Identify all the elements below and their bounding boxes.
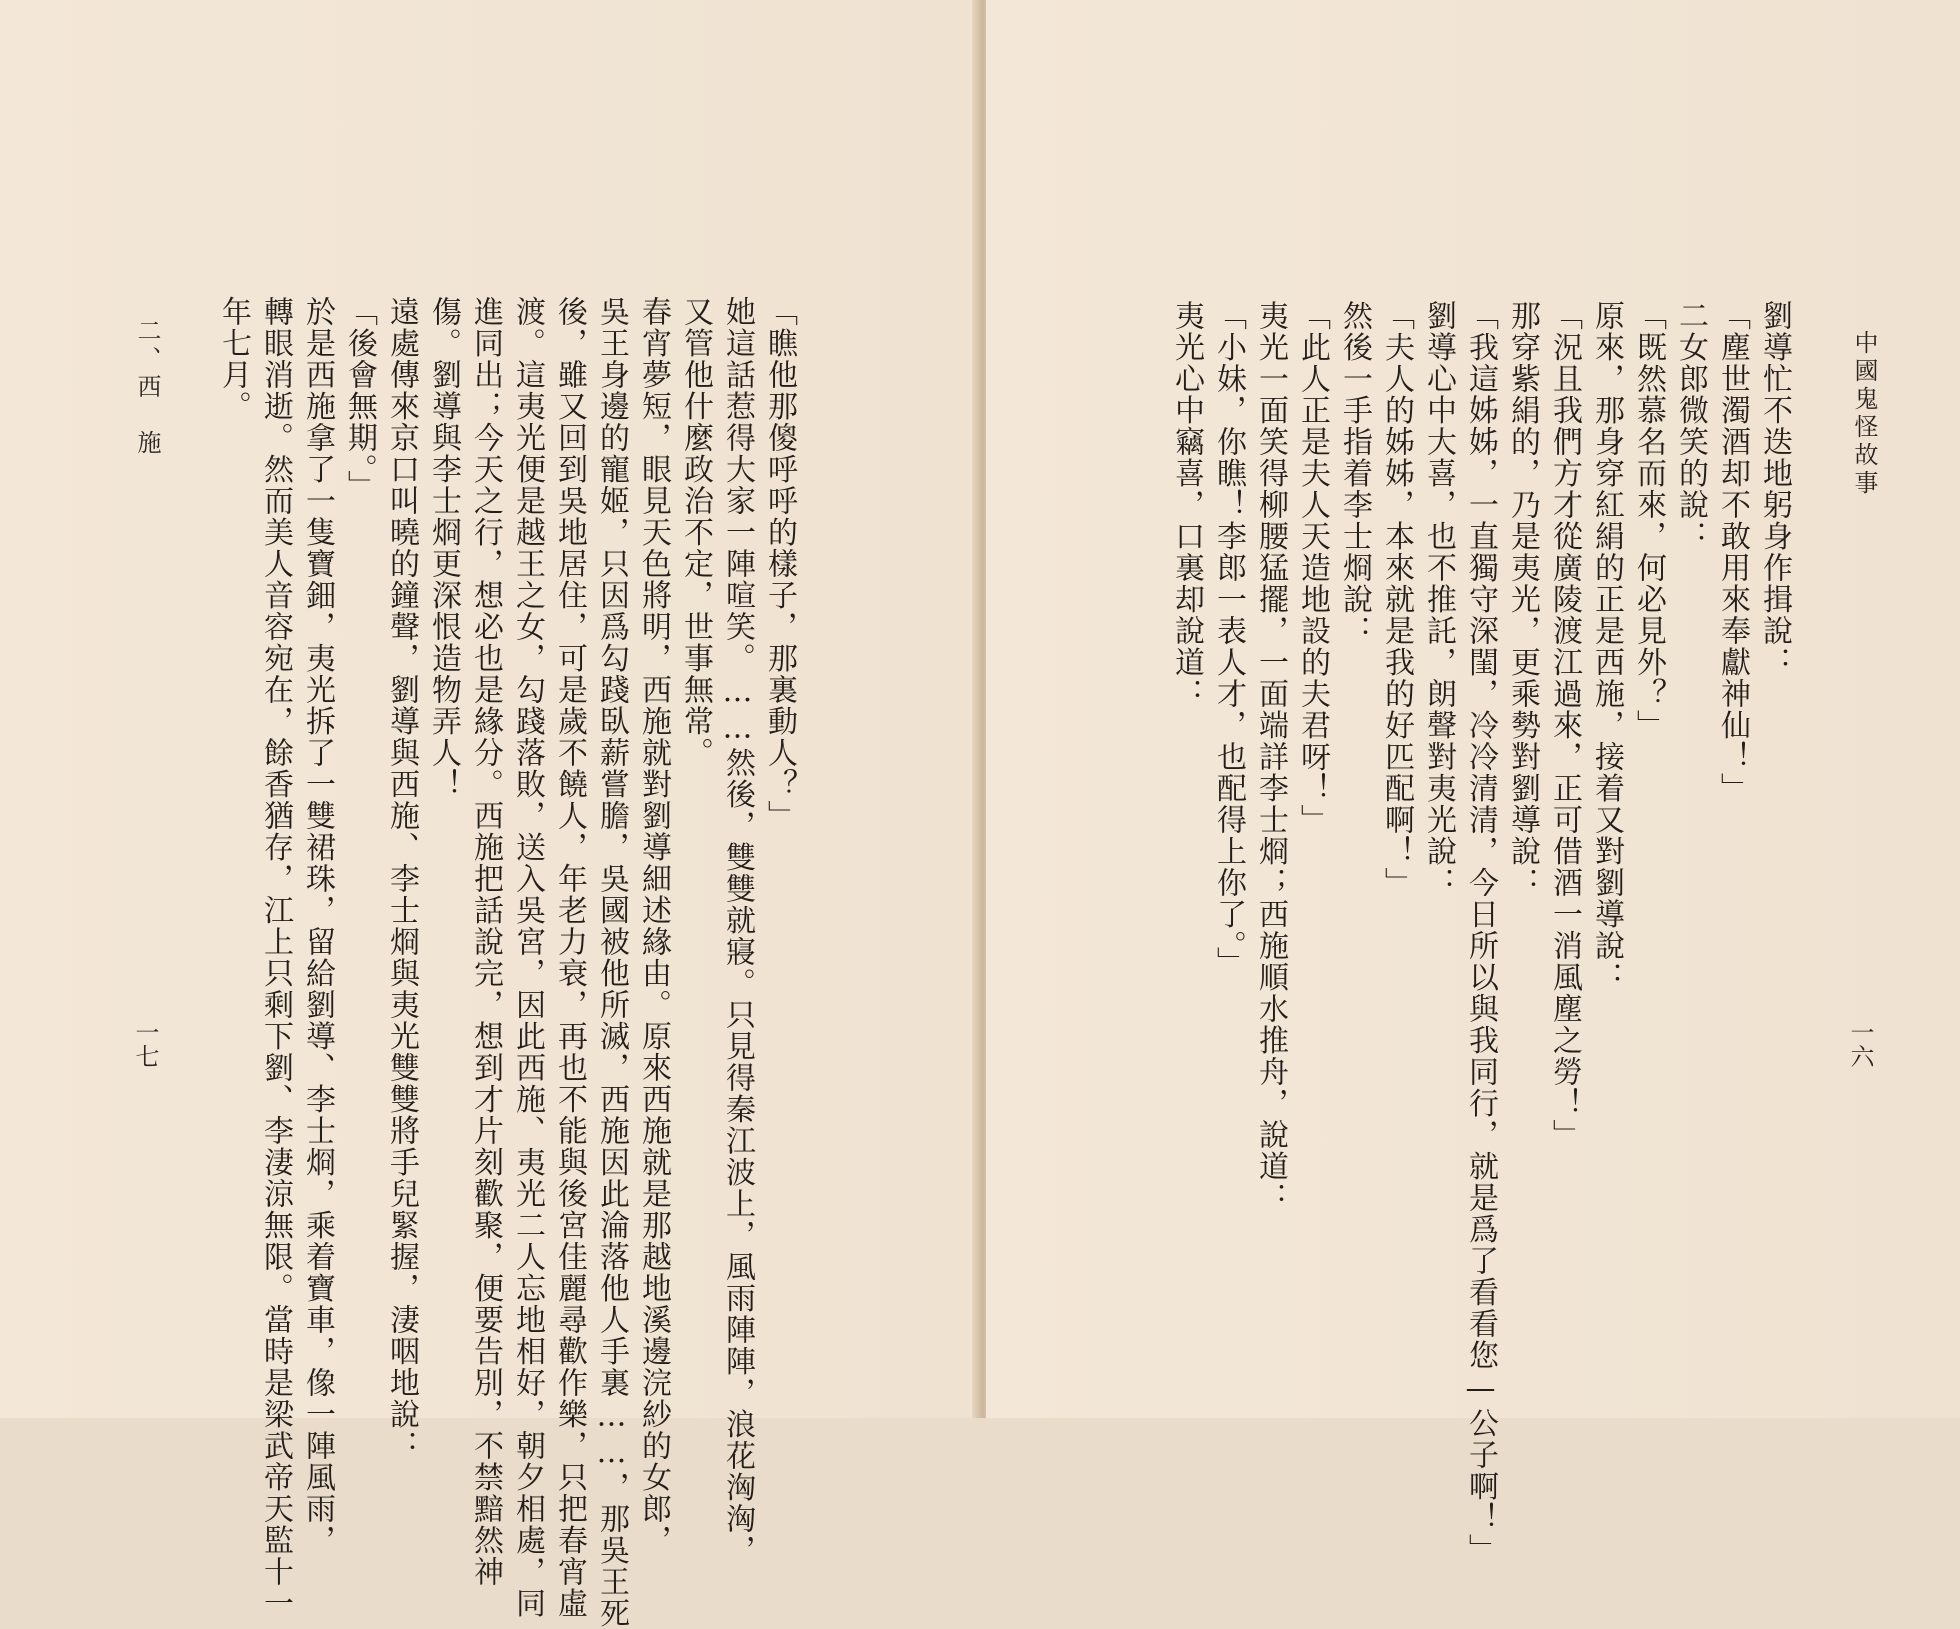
text-line: 原來，那身穿紅絹的正是西施，接着又對劉導說： [1589,300,1624,993]
right-page-text [1169,300,1795,1565]
text-line: 「塵世濁酒却不敢用來奉獻神仙！」 [1715,300,1750,804]
right-page-header: 中國鬼怪故事 [1850,330,1878,498]
text-line: 後，雖又回到吳地居住，可是歲不饒人，年老力衰，再也不能與後宮佳麗尋歡作樂，只把春宵虛 [552,296,587,1619]
right-page [986,0,1960,1565]
text-line: 二女郎微笑的說： [1673,300,1708,552]
text-line: 「後會無期。」 [342,296,377,502]
text-line: 夷光一面笑得柳腰猛擺，一面端詳李士烱；西施順水推舟，說道： [1253,300,1288,1214]
text-line: 「小妹，你瞧！李郎一表人才，也配得上你了。」 [1211,300,1246,978]
text-line: 進同出；今天之行，想必也是緣分。西施把話說完，想到才片刻歡聚，便要告別，不禁黯然神 [468,296,503,1588]
text-line: 「況且我們方才從廣陵渡江過來，正可借酒一消風塵之勞！」 [1547,300,1582,1151]
text-line: 「夫人的姊姊，本來就是我的好匹配啊！」 [1379,300,1414,899]
text-line: 「我這姊姊，一直獨守深閨，冷冷清清，今日所以與我同行，就是爲了看看您—公子啊！」 [1463,300,1498,1565]
text-line: 夷光心中竊喜，口裏却說道： [1169,300,1204,710]
text-line: 劉導忙不迭地躬身作揖說： [1757,300,1792,678]
text-line: 春宵夢短，眼見天色將明，西施就對劉導細述緣由。原來西施就是那越地溪邊浣紗的女郎， [636,296,671,1556]
text-line: 吳王身邊的寵姬，只因爲勾踐臥薪嘗膽，吳國被他所滅，西施因此淪落他人手裏……，那吳王死 [594,296,629,1629]
text-line: 轉眼消逝。然而美人音容宛在，餘香猶存，江上只剩下劉、李淒涼無限。當時是梁武帝天監十一 [258,296,293,1619]
text-line: 於是西施拿了一隻寶鈿，夷光拆了一雙裙珠，留給劉導、李士烱，乘着寶車，像一陣風雨， [300,296,335,1556]
text-line: 年七月。 [216,296,251,422]
left-page-header: 二、西 施 [133,318,161,458]
left-page-number: 一七 [131,1020,159,1068]
left-page-text [160,296,800,1629]
text-line: 又管他什麼政治不定，世事無常。 [678,296,713,769]
text-line: 渡。這夷光便是越王之女，勾踐落敗，送入吳宮，因此西施、夷光二人忘地相好，朝夕相處，同 [510,296,545,1619]
text-line: 遠處傳來京口叫曉的鐘聲，劉導與西施、李士烱與夷光雙雙將手兒緊握，淒咽地說： [384,296,419,1462]
text-line: 劉導心中大喜，也不推託，朗聲對夷光說： [1421,300,1456,899]
text-line: 傷。劉導與李士烱更深恨造物弄人！ [426,296,461,800]
text-line: 然後一手指着李士烱說： [1337,300,1372,647]
text-line: 那穿紫絹的，乃是夷光，更乘勢對劉導說： [1505,300,1540,899]
text-line: 「瞧他那傻呼呼的樣子，那裏動人？」 [762,296,797,832]
text-line: 「既然慕名而來，何必見外？」 [1631,300,1666,741]
right-page-number: 一六 [1846,1020,1874,1068]
text-line: 她這話惹得大家一陣喧笑。……然後，雙雙就寢。只見得秦江波上，風雨陣陣，浪花洶洶， [720,296,755,1566]
text-line: 「此人正是夫人天造地設的夫君呀！」 [1295,300,1330,836]
